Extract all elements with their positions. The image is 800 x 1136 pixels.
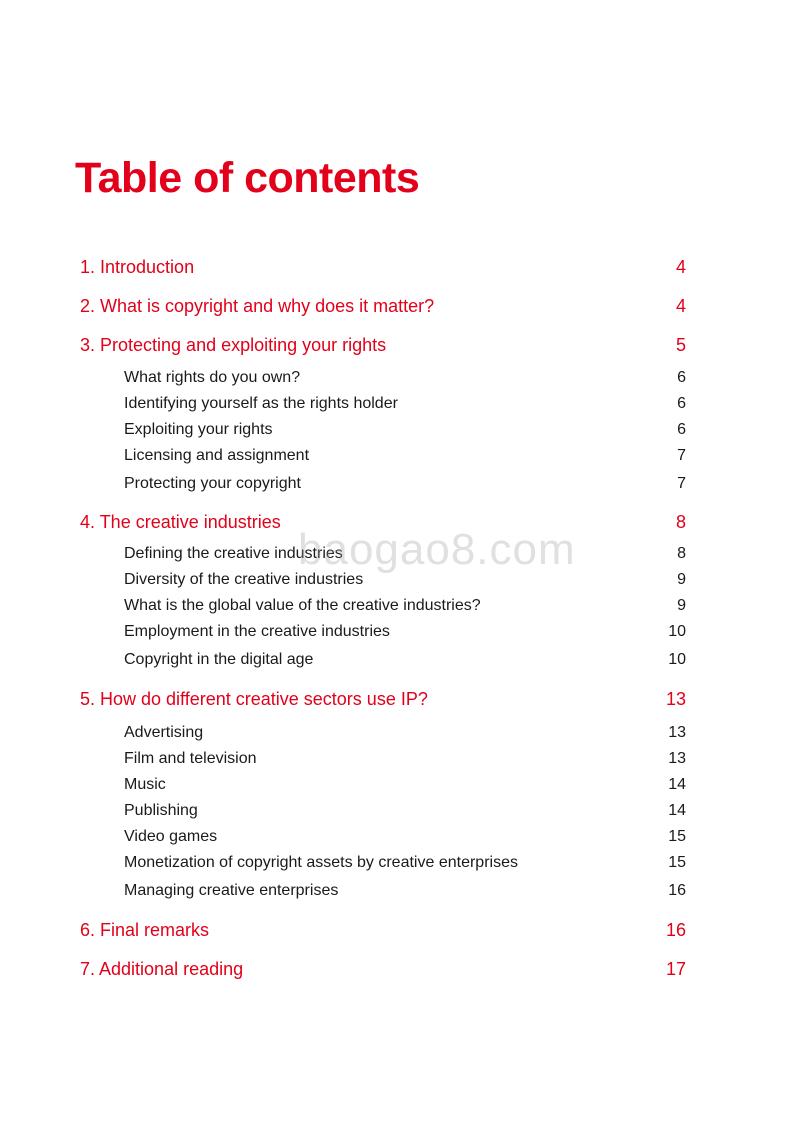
toc-entry-label: Employment in the creative industries [124,623,390,640]
toc-page-number: 16 [668,882,686,899]
toc-subsection-entry[interactable] [0,850,800,876]
toc-entry-label: What rights do you own? [124,369,301,386]
toc-page-number: 10 [668,651,686,668]
toc-entry-label: 2. What is copyright and why does it matter? [80,296,435,316]
toc-entry-label: Music [124,776,166,793]
toc-entry-label: 4. The creative industries [80,512,281,532]
toc-entry-label: Managing creative enterprises [124,882,339,899]
toc-page-number: 4 [675,296,686,316]
toc-entry-label: Defining the creative industries [124,545,343,562]
toc-subsection-entry[interactable] [0,746,800,772]
toc-page-number: 15 [668,854,686,871]
toc-subsection-entry[interactable] [0,720,800,746]
toc-page-number: 13 [665,689,686,709]
toc-entry-label: Film and television [124,750,257,767]
toc-subsection-entry[interactable] [0,391,800,417]
toc-page-number: 10 [668,623,686,640]
page-title: Table of contents [75,154,420,202]
toc-entry-label: Advertising [124,724,204,741]
toc-page-number: 4 [675,257,686,277]
toc-entry-label: What is the global value of the creative industries? [124,597,481,614]
toc-entry-label: Protecting your copyright [124,475,301,492]
toc-subsection-entry[interactable] [0,365,800,391]
toc-subsection-entry[interactable] [0,878,800,904]
watermark: baogao8.com [298,525,576,574]
toc-section-entry[interactable] [0,956,800,982]
toc-page-number: 9 [677,597,686,614]
toc-page-number: 6 [677,369,686,386]
toc-section-entry[interactable] [0,254,800,280]
toc-subsection-entry[interactable] [0,471,800,497]
toc-page-number: 13 [668,750,686,767]
toc-entry-label: 5. How do different creative sectors use IP? [80,689,428,709]
toc-page-number: 7 [677,475,686,492]
toc-entry-label: 1. Introduction [80,257,195,277]
toc-entry-label: Diversity of the creative industries [124,571,364,588]
toc-page-number: 8 [677,545,686,562]
toc-entry-label: 3. Protecting and exploiting your rights [80,335,387,355]
toc-entry-label: Monetization of copyright assets by creative enterprises [124,854,518,871]
toc-section-entry[interactable] [0,332,800,358]
toc-subsection-entry[interactable] [0,619,800,645]
toc-section-entry[interactable] [0,686,800,712]
toc-subsection-entry[interactable] [0,593,800,619]
toc-subsection-entry[interactable] [0,824,800,850]
toc-page-number: 9 [677,571,686,588]
toc-page-number: 5 [675,335,686,355]
toc-subsection-entry[interactable] [0,443,800,469]
toc-page-number: 17 [665,959,686,979]
toc-section-entry[interactable] [0,917,800,943]
toc-page-number: 14 [668,776,686,793]
toc-entry-label: Publishing [124,802,198,819]
toc-page-number: 7 [677,447,686,464]
toc-entry-label: Exploiting your rights [124,421,273,438]
toc-subsection-entry[interactable] [0,647,800,673]
toc-page-number: 13 [668,724,686,741]
toc-entry-label: Video games [124,828,218,845]
toc-subsection-entry[interactable] [0,772,800,798]
toc-page-number: 6 [677,395,686,412]
toc-subsection-entry[interactable] [0,798,800,824]
toc-page-number: 8 [675,512,686,532]
toc-page-number: 6 [677,421,686,438]
toc-entry-label: 6. Final remarks [80,920,210,940]
toc-page-number: 15 [668,828,686,845]
toc-page-number: 16 [665,920,686,940]
toc-entry-label: Identifying yourself as the rights holder [124,395,398,412]
toc-entry-label: Licensing and assignment [124,447,310,464]
toc-subsection-entry[interactable] [0,417,800,443]
toc-entry-label: Copyright in the digital age [124,651,314,668]
toc-entry-label: 7. Additional reading [80,959,244,979]
toc-section-entry[interactable] [0,293,800,319]
toc-page-number: 14 [668,802,686,819]
